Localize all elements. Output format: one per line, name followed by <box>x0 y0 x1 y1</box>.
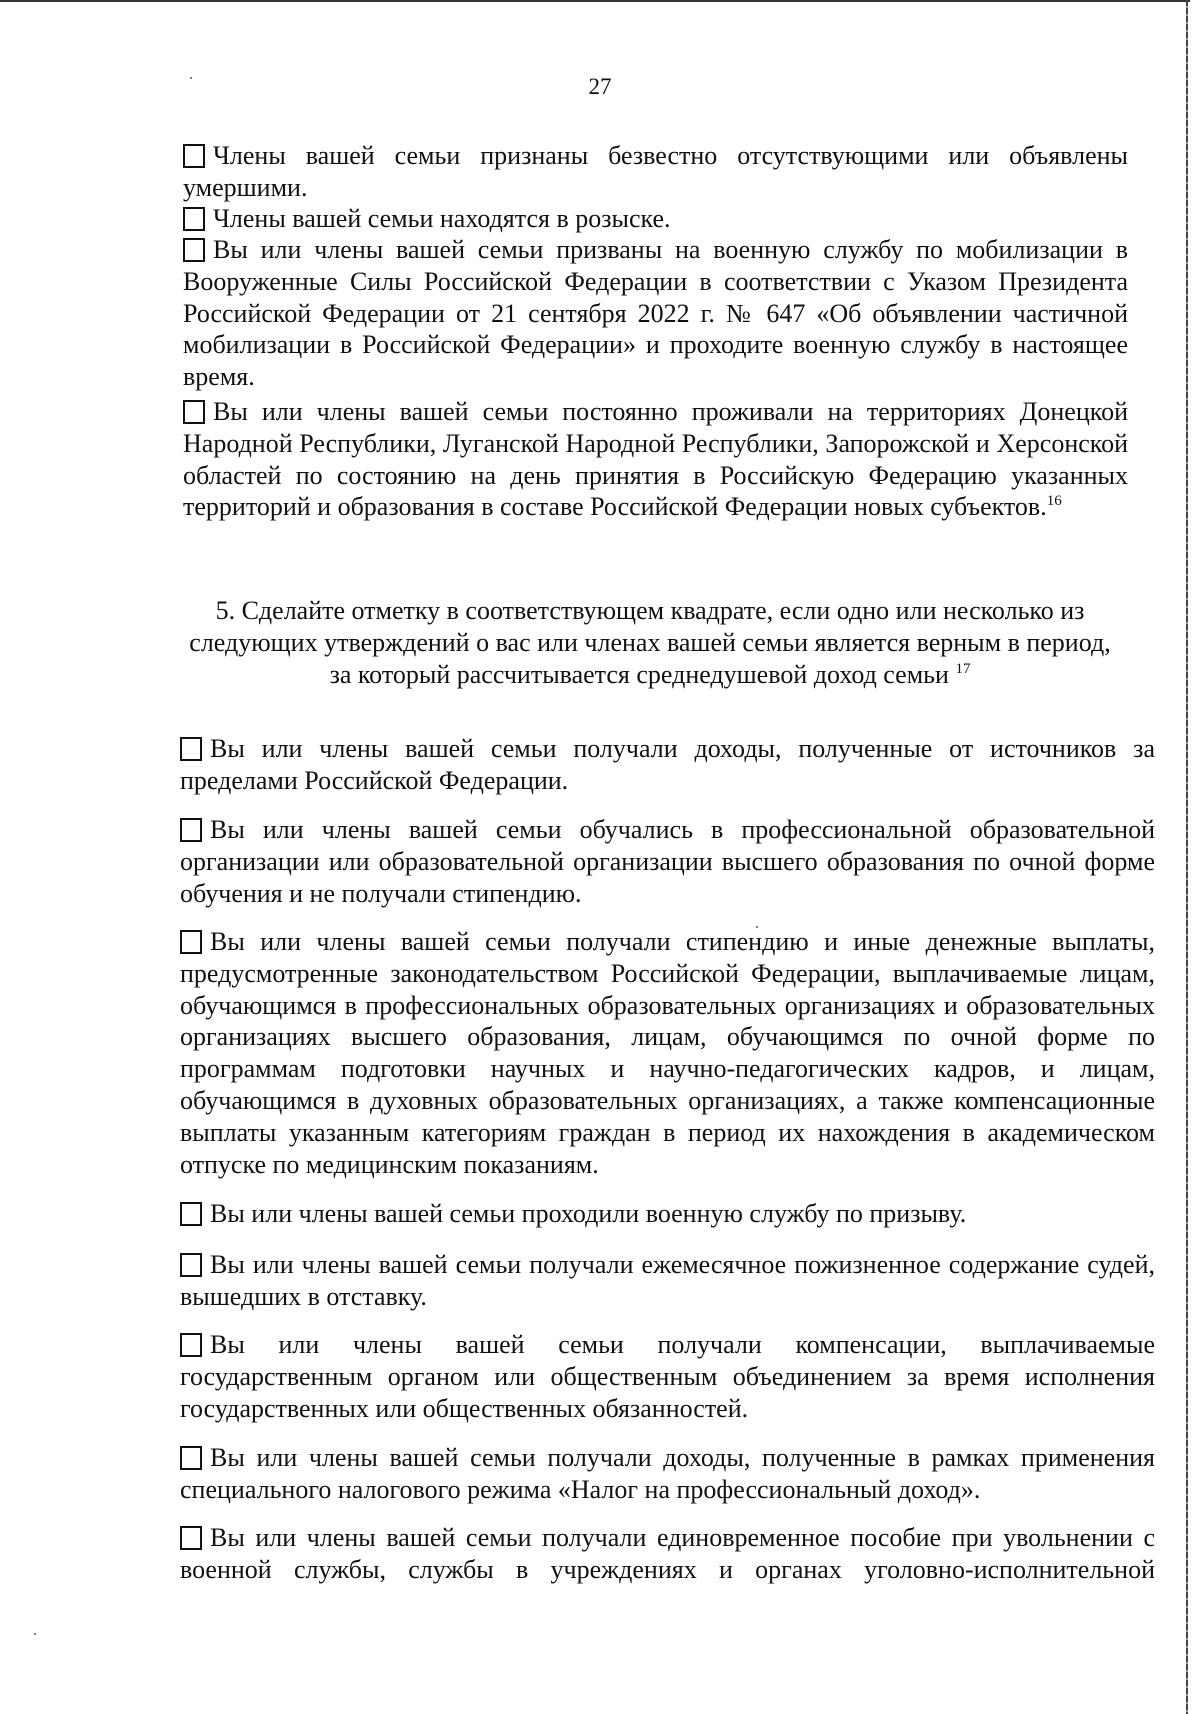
list-item <box>180 1198 1155 1230</box>
checkbox[interactable] <box>183 400 205 424</box>
heading-text: 5. Сделайте отметку в соответствующем квадрате, если одно или несколько из следующих утверждений о вас или членах вашей семьи является верным в период, за который рассчитывается среднедушевой доход семьи <box>189 596 1111 689</box>
scan-speck <box>34 1633 36 1635</box>
checkbox[interactable] <box>180 1446 202 1470</box>
list-item <box>180 1249 1155 1313</box>
item-text: Вы или члены вашей семьи получали доходы, полученные от источников за пределами Российской Федерации. <box>180 734 1155 795</box>
list-item <box>180 926 1155 1180</box>
item-text: Вы или члены вашей семьи постоянно проживали на территориях Донецкой Народной Республики, Луганской Народной Республики, Запорожской и Херсонской областей по состоянию на день принятия в Российскую Федерацию указанных территорий и образования в составе Российской Федерации новых субъектов. <box>183 397 1128 522</box>
list-item <box>180 814 1155 909</box>
item-text: Вы или члены вашей семьи призваны на военную службу по мобилизации в Вооруженные Силы Российской Федерации в соответствии с Указом Президента Российской Федерации от 21 сентября 2022 г. № 647 «Об объявлении частичной мобилизации в Российской Федерации» и проходите военную службу в настоящее время. <box>183 235 1128 392</box>
scan-right-edge <box>1186 0 1188 1714</box>
page-number: 27 <box>588 74 612 99</box>
item-text: Члены вашей семьи признаны безвестно отсутствующими или объявлены умершими. <box>183 141 1128 202</box>
checkbox[interactable] <box>180 737 202 761</box>
checkbox[interactable] <box>183 207 205 231</box>
checkbox[interactable] <box>183 144 205 168</box>
checkbox[interactable] <box>180 818 202 842</box>
list-item <box>180 1442 1155 1506</box>
item-text: Члены вашей семьи находятся в розыске. <box>213 204 671 233</box>
footnote-marker: 17 <box>955 661 971 677</box>
item-text: Вы или члены вашей семьи получали стипендию и иные денежные выплаты, предусмотренные законодательством Российской Федерации, выплачиваемые лицам, обучающимся в профессиональных образовательных организациях и образовательных организациях высшего образования, лицам, обучающимся по очной форме по программам подготовки научных и научно-педагогических кадров, и лицам, обучающимся в духовных образовательных организациях, а также компенсационные выплаты указанным категориям граждан в период их нахождения в академическом отпуске по медицинским показаниям. <box>180 927 1155 1179</box>
item-text: Вы или члены вашей семьи обучались в профессиональной образовательной организации или образовательной организации высшего образования по очной форме обучения и не получали стипендию. <box>180 815 1155 908</box>
checkbox[interactable] <box>180 1253 202 1277</box>
checkbox[interactable] <box>180 1333 202 1357</box>
item-text: Вы или члены вашей семьи получали единовременное пособие при увольнении с военной службы, службы в учреждениях и органах уголовно-исполнительной <box>180 1523 1155 1584</box>
list-item <box>180 1522 1155 1586</box>
item-text: Вы или члены вашей семьи получали компенсации, выплачиваемые государственным органом или общественным объединением за время исполнения государственных или общественных обязанностей. <box>180 1330 1155 1423</box>
list-item <box>183 203 1128 235</box>
list-item <box>180 733 1155 797</box>
footnote-marker: 16 <box>1046 493 1062 510</box>
list-item <box>183 396 1128 523</box>
checkbox[interactable] <box>183 238 205 262</box>
checkbox[interactable] <box>180 1202 202 1226</box>
checkbox[interactable] <box>180 930 202 954</box>
checkbox[interactable] <box>180 1526 202 1550</box>
list-item <box>180 1329 1155 1424</box>
item-text: Вы или члены вашей семьи получали ежемесячное пожизненное содержание судей, вышедших в отставку. <box>180 1250 1155 1311</box>
section-heading <box>180 595 1120 691</box>
list-item <box>183 234 1128 393</box>
list-item <box>183 140 1128 204</box>
item-text: Вы или члены вашей семьи проходили военную службу по призыву. <box>210 1199 967 1228</box>
item-text: Вы или члены вашей семьи получали доходы, полученные в рамках применения специального налогового режима «Налог на профессиональный доход». <box>180 1443 1155 1504</box>
scan-top-edge <box>0 0 1190 2</box>
